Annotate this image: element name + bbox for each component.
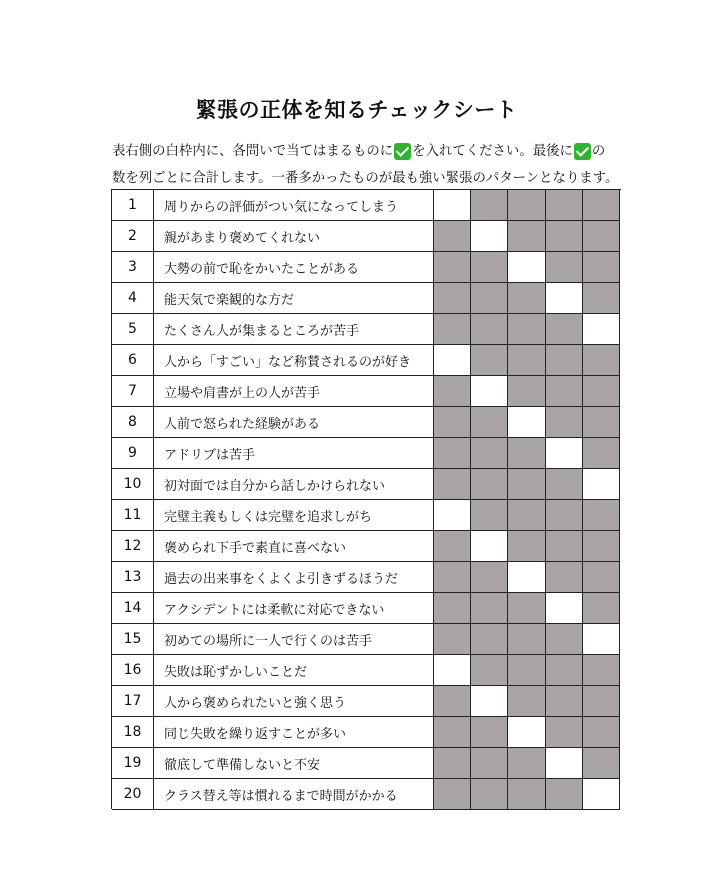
shaded-cell [583,283,620,314]
question-text: アクシデントには柔軟に対応できない [154,593,434,624]
check-box-cell[interactable] [434,190,471,221]
row-number: 10 [112,469,154,500]
question-text: 人から「すごい」など称賛されるのが好き [154,345,434,376]
question-text: 人前で怒られた経験がある [154,407,434,438]
row-number: 18 [112,717,154,748]
shaded-cell [546,779,583,810]
row-number: 12 [112,531,154,562]
shaded-cell [546,221,583,252]
row-number: 1 [112,190,154,221]
check-box-cell[interactable] [471,686,508,717]
shaded-cell [508,779,546,810]
row-number: 20 [112,779,154,810]
instructions-text-1c: の [591,144,606,159]
row-number: 8 [112,407,154,438]
check-box-cell[interactable] [508,252,546,283]
question-text: 過去の出来事をくよくよ引きずるほうだ [154,562,434,593]
shaded-cell [471,407,508,438]
check-box-cell[interactable] [508,562,546,593]
shaded-cell [508,221,546,252]
shaded-cell [471,717,508,748]
shaded-cell [471,252,508,283]
shaded-cell [508,438,546,469]
check-box-cell[interactable] [546,748,583,779]
shaded-cell [471,655,508,686]
check-box-cell[interactable] [583,779,620,810]
instructions-line-1 [112,138,622,165]
question-text: 失敗は恥ずかしいことだ [154,655,434,686]
check-box-cell[interactable] [434,345,471,376]
shaded-cell [546,531,583,562]
shaded-cell [471,779,508,810]
shaded-cell [471,748,508,779]
instructions-text-1a: 表右側の白枠内に、各問いで当てはまるものに [112,144,394,159]
shaded-cell [434,624,471,655]
row-number: 13 [112,562,154,593]
shaded-cell [546,562,583,593]
shaded-cell [583,407,620,438]
shaded-cell [508,686,546,717]
shaded-cell [471,345,508,376]
shaded-cell [583,562,620,593]
shaded-cell [508,624,546,655]
shaded-cell [434,438,471,469]
shaded-cell [546,345,583,376]
shaded-cell [546,717,583,748]
instructions [112,138,622,192]
check-box-cell[interactable] [471,376,508,407]
row-number: 15 [112,624,154,655]
shaded-cell [434,283,471,314]
shaded-cell [434,376,471,407]
row-number: 2 [112,221,154,252]
shaded-cell [508,283,546,314]
shaded-cell [508,345,546,376]
shaded-cell [508,190,546,221]
row-number: 7 [112,376,154,407]
question-text: 初対面では自分から話しかけられない [154,469,434,500]
check-box-cell[interactable] [434,500,471,531]
shaded-cell [583,531,620,562]
question-text: 大勢の前で恥をかいたことがある [154,252,434,283]
row-number: 4 [112,283,154,314]
shaded-cell [546,624,583,655]
shaded-cell [471,283,508,314]
shaded-cell [508,469,546,500]
row-number: 11 [112,500,154,531]
question-text: 周りからの評価がつい気になってしまう [154,190,434,221]
shaded-cell [546,407,583,438]
shaded-cell [471,562,508,593]
row-number: 3 [112,252,154,283]
shaded-cell [583,345,620,376]
shaded-cell [546,500,583,531]
question-text: 初めての場所に一人で行くのは苦手 [154,624,434,655]
row-number: 16 [112,655,154,686]
shaded-cell [546,190,583,221]
shaded-cell [583,221,620,252]
shaded-cell [471,190,508,221]
shaded-cell [434,314,471,345]
instructions-line-2 [112,165,622,192]
shaded-cell [508,500,546,531]
check-box-cell[interactable] [508,717,546,748]
shaded-cell [583,190,620,221]
shaded-cell [434,779,471,810]
green-check-icon [574,143,591,160]
shaded-cell [434,469,471,500]
check-box-cell[interactable] [546,283,583,314]
shaded-cell [471,314,508,345]
shaded-cell [546,686,583,717]
shaded-cell [583,593,620,624]
shaded-cell [434,407,471,438]
check-box-cell[interactable] [583,469,620,500]
question-text: 人から褒められたいと強く思う [154,686,434,717]
shaded-cell [508,314,546,345]
shaded-cell [508,531,546,562]
green-check-icon [394,143,411,160]
shaded-cell [434,221,471,252]
check-table [111,189,621,809]
shaded-cell [508,655,546,686]
shaded-cell [471,469,508,500]
shaded-cell [546,655,583,686]
shaded-cell [508,748,546,779]
shaded-cell [583,500,620,531]
check-box-cell[interactable] [471,531,508,562]
check-box-cell[interactable] [546,438,583,469]
question-text: たくさん人が集まるところが苦手 [154,314,434,345]
row-number: 19 [112,748,154,779]
shaded-cell [546,314,583,345]
shaded-cell [434,717,471,748]
shaded-cell [583,376,620,407]
question-text: 親があまり褒めてくれない [154,221,434,252]
question-text: 同じ失敗を繰り返すことが多い [154,717,434,748]
question-text: 立場や肩書が上の人が苦手 [154,376,434,407]
page-title: 緊張の正体を知るチェックシート [195,98,518,122]
row-number: 17 [112,686,154,717]
shaded-cell [546,252,583,283]
check-box-cell[interactable] [471,221,508,252]
shaded-cell [583,686,620,717]
check-box-cell[interactable] [583,314,620,345]
shaded-cell [471,500,508,531]
shaded-cell [471,438,508,469]
shaded-cell [508,376,546,407]
question-text: クラス替え等は慣れるまで時間がかかる [154,779,434,810]
check-box-cell[interactable] [546,593,583,624]
shaded-cell [583,717,620,748]
shaded-cell [471,593,508,624]
shaded-cell [583,748,620,779]
check-box-cell[interactable] [434,655,471,686]
instructions-text-2: 数を列ごとに合計します。一番多かったものが最も強い緊張のパターンとなります。 [112,171,619,186]
question-text: 徹底して準備しないと不安 [154,748,434,779]
instructions-text-1b: を入れてください。最後に [412,144,573,159]
shaded-cell [434,562,471,593]
question-text: 褒められ下手で素直に喜べない [154,531,434,562]
question-text: 完璧主義もしくは完璧を追求しがち [154,500,434,531]
row-number: 6 [112,345,154,376]
shaded-cell [508,593,546,624]
shaded-cell [471,624,508,655]
shaded-cell [434,531,471,562]
shaded-cell [583,438,620,469]
shaded-cell [434,748,471,779]
shaded-cell [434,686,471,717]
shaded-cell [434,252,471,283]
shaded-cell [583,252,620,283]
row-number: 5 [112,314,154,345]
row-number: 14 [112,593,154,624]
check-box-cell[interactable] [583,624,620,655]
row-number: 9 [112,438,154,469]
question-text: 能天気で楽観的な方だ [154,283,434,314]
shaded-cell [546,469,583,500]
question-text: アドリブは苦手 [154,438,434,469]
check-box-cell[interactable] [508,407,546,438]
shaded-cell [546,376,583,407]
shaded-cell [583,655,620,686]
shaded-cell [434,593,471,624]
